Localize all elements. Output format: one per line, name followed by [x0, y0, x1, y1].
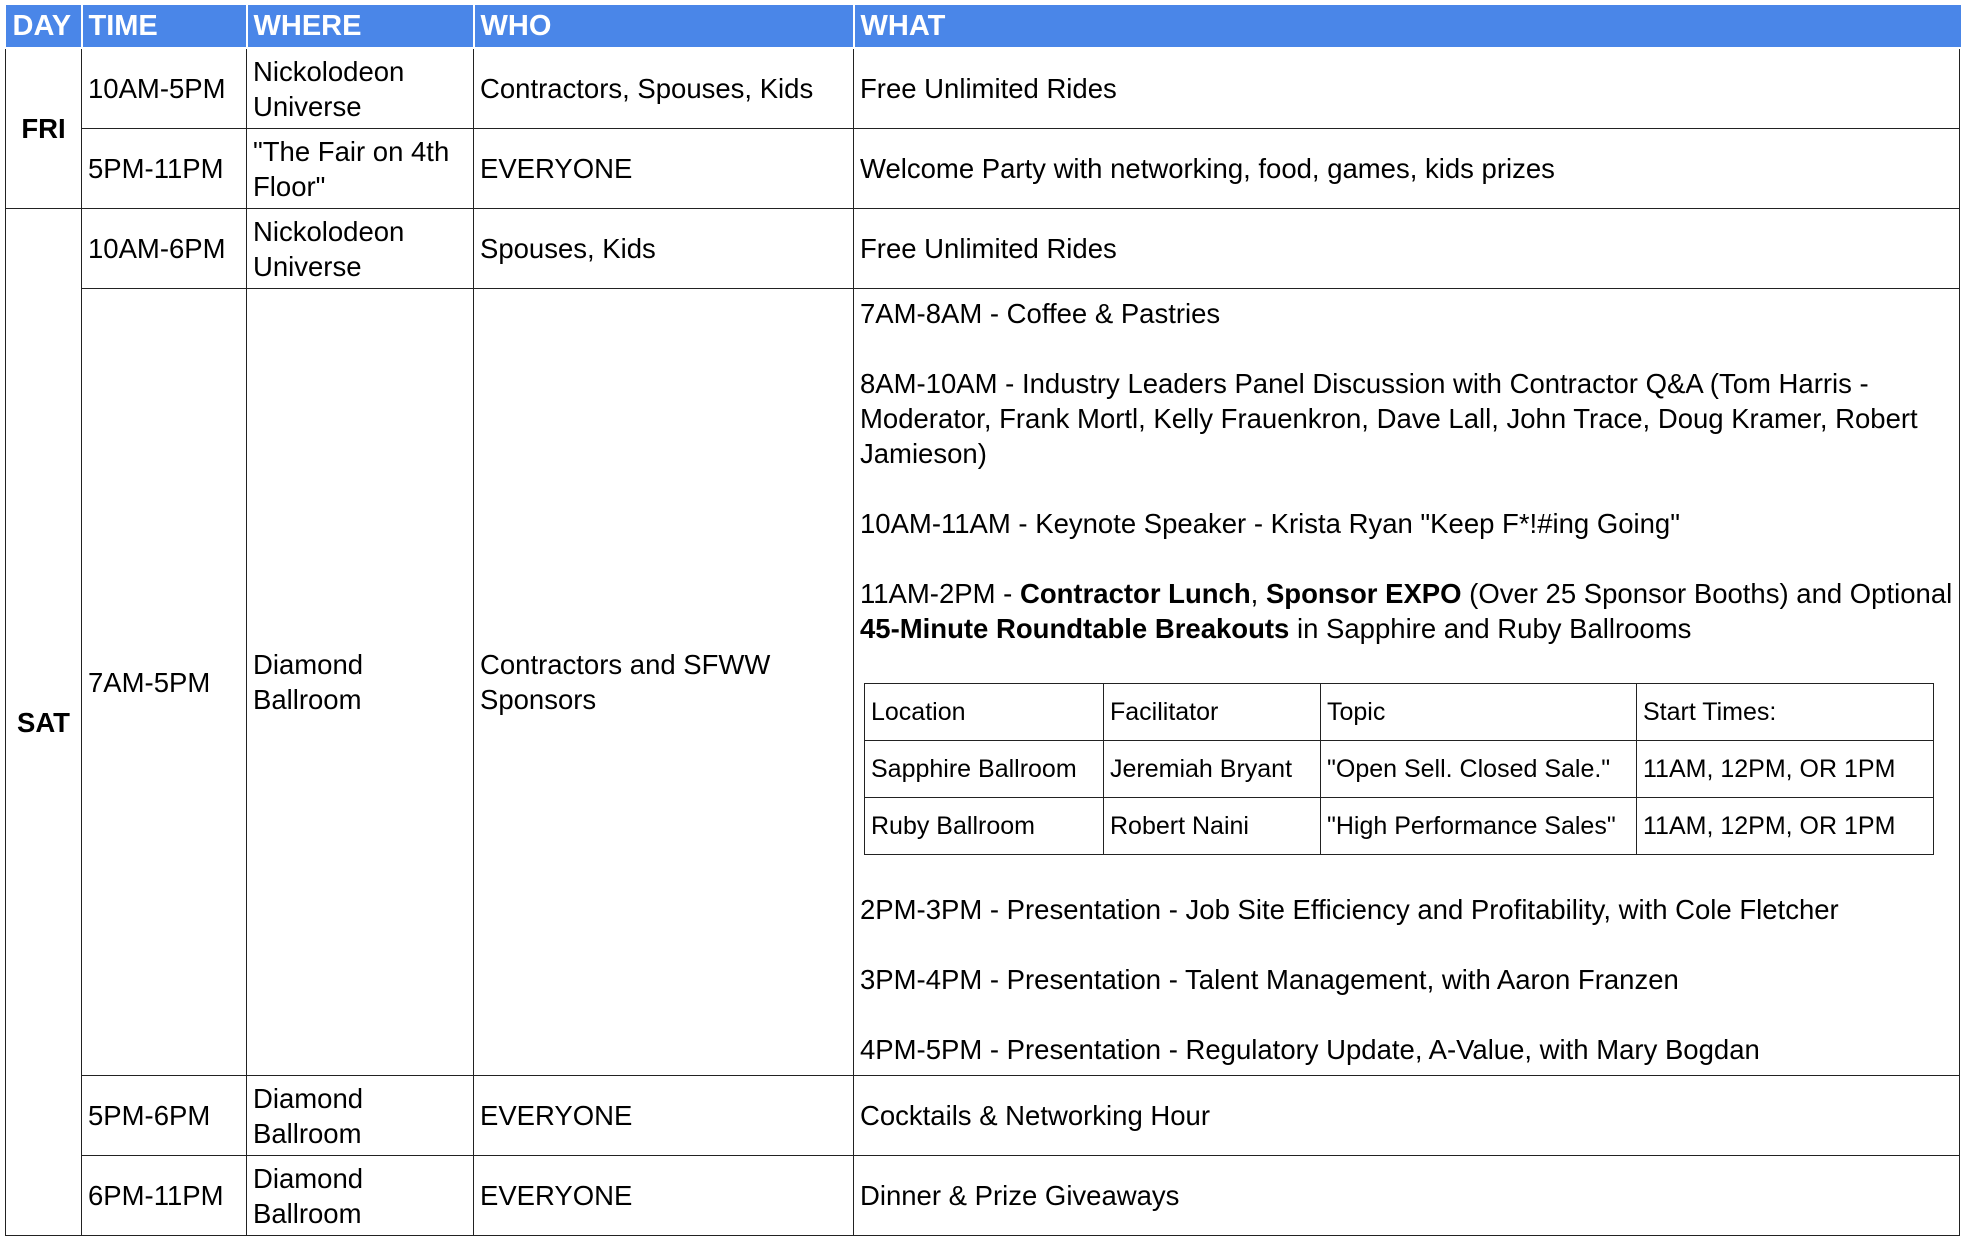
- breakout-header-topic: Topic: [1321, 683, 1637, 740]
- who-cell: EVERYONE: [474, 1156, 854, 1236]
- header-who: WHO: [474, 5, 854, 48]
- program-item-lunch: [860, 576, 1953, 646]
- lunch-bold-2: Sponsor EXPO: [1265, 577, 1462, 609]
- lunch-prefix: 11AM-2PM -: [860, 577, 1020, 609]
- program-item: 2PM-3PM - Presentation - Job Site Efficiency and Profitability, with Cole Fletcher: [860, 893, 1839, 925]
- who-cell: EVERYONE: [474, 129, 854, 209]
- program-item: 4PM-5PM - Presentation - Regulatory Update, A-Value, with Mary Bogdan: [860, 1033, 1760, 1065]
- time-cell: 5PM-6PM: [82, 1076, 247, 1156]
- what-cell: Cocktails & Networking Hour: [854, 1076, 1960, 1156]
- program-item: 8AM-10AM - Industry Leaders Panel Discussion with Contractor Q&A (Tom Harris - Moderator, Frank Mortl, Kelly Frauenkron, Dave Lall, John Trace, Doug Kramer, Robert Jamieson): [860, 367, 1918, 469]
- program-item: 3PM-4PM - Presentation - Talent Management, with Aaron Franzen: [860, 963, 1679, 995]
- breakout-start-times: 11AM, 12PM, OR 1PM: [1637, 797, 1934, 854]
- lunch-bold-1: Contractor Lunch: [1019, 577, 1251, 609]
- day-cell-fri: FRI: [6, 48, 82, 209]
- table-row: [6, 1076, 1960, 1156]
- what-cell: Free Unlimited Rides: [854, 48, 1960, 129]
- breakout-start-times: 11AM, 12PM, OR 1PM: [1637, 740, 1934, 797]
- time-cell: 7AM-5PM: [82, 289, 247, 1076]
- where-cell: Nickolodeon Universe: [247, 209, 474, 289]
- time-cell: 6PM-11PM: [82, 1156, 247, 1236]
- time-cell: 10AM-5PM: [82, 48, 247, 129]
- program-item: 10AM-11AM - Keynote Speaker - Krista Ryan "Keep F*!#ing Going": [860, 507, 1680, 539]
- program-item: 7AM-8AM - Coffee & Pastries: [860, 297, 1221, 329]
- breakout-location: Sapphire Ballroom: [865, 740, 1104, 797]
- what-cell: Free Unlimited Rides: [854, 209, 1960, 289]
- who-cell: Contractors and SFWW Sponsors: [474, 289, 854, 1076]
- table-row: [6, 289, 1960, 1076]
- where-cell: "The Fair on 4th Floor": [247, 129, 474, 209]
- event-schedule-table: [5, 5, 1961, 1236]
- breakout-table-wrap: [864, 683, 1953, 855]
- where-cell: Diamond Ballroom: [247, 1156, 474, 1236]
- who-cell: Spouses, Kids: [474, 209, 854, 289]
- breakout-row: [865, 797, 1934, 854]
- table-row: [6, 129, 1960, 209]
- lunch-suffix: in Sapphire and Ruby Ballrooms: [1289, 612, 1692, 644]
- breakout-header-row: [865, 683, 1934, 740]
- header-day: DAY: [6, 5, 82, 48]
- header-where: WHERE: [247, 5, 474, 48]
- time-cell: 5PM-11PM: [82, 129, 247, 209]
- sat-program: [860, 292, 1953, 1073]
- breakout-location: Ruby Ballroom: [865, 797, 1104, 854]
- lunch-sep: ,: [1250, 577, 1266, 609]
- where-cell: Diamond Ballroom: [247, 1076, 474, 1156]
- breakout-row: [865, 740, 1934, 797]
- time-cell: 10AM-6PM: [82, 209, 247, 289]
- day-cell-sat: SAT: [6, 209, 82, 1236]
- breakout-facilitator: Robert Naini: [1104, 797, 1321, 854]
- who-cell: EVERYONE: [474, 1076, 854, 1156]
- table-row: [6, 1156, 1960, 1236]
- where-cell: Nickolodeon Universe: [247, 48, 474, 129]
- breakout-table: [864, 683, 1934, 855]
- header-row: [6, 5, 1960, 48]
- table-row: [6, 209, 1960, 289]
- table-row: [6, 48, 1960, 129]
- what-cell-program: [854, 289, 1960, 1076]
- who-cell: Contractors, Spouses, Kids: [474, 48, 854, 129]
- header-time: TIME: [82, 5, 247, 48]
- breakout-header-location: Location: [865, 683, 1104, 740]
- lunch-mid: (Over 25 Sponsor Booths) and Optional: [1461, 577, 1953, 609]
- breakout-header-start-times: Start Times:: [1637, 683, 1934, 740]
- what-cell: Welcome Party with networking, food, games, kids prizes: [854, 129, 1960, 209]
- breakout-topic: "High Performance Sales": [1321, 797, 1637, 854]
- where-cell: Diamond Ballroom: [247, 289, 474, 1076]
- breakout-topic: "Open Sell. Closed Sale.": [1321, 740, 1637, 797]
- header-what: WHAT: [854, 5, 1960, 48]
- breakout-facilitator: Jeremiah Bryant: [1104, 740, 1321, 797]
- what-cell: Dinner & Prize Giveaways: [854, 1156, 1960, 1236]
- breakout-header-facilitator: Facilitator: [1104, 683, 1321, 740]
- lunch-bold-3: 45-Minute Roundtable Breakouts: [860, 612, 1290, 644]
